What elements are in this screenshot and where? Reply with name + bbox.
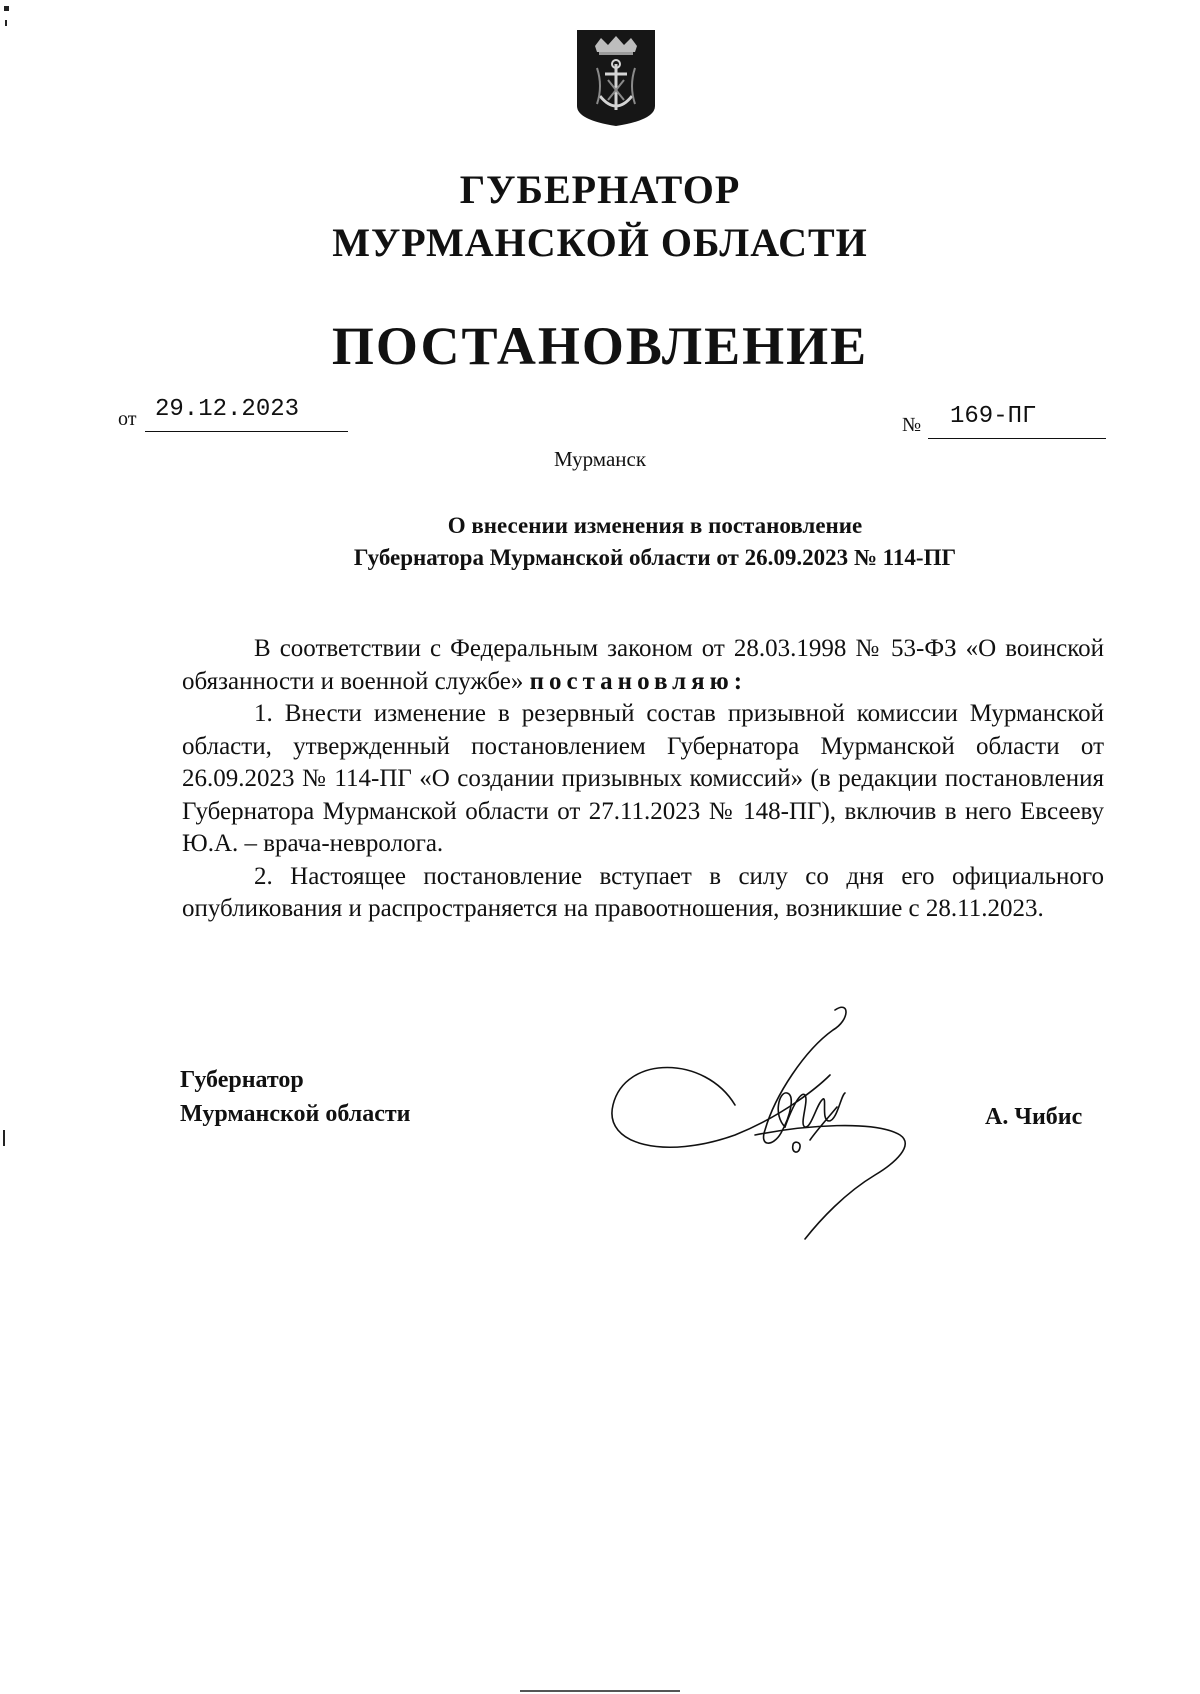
authority-line-1: ГУБЕРНАТОР — [459, 167, 741, 212]
preamble-paragraph — [182, 633, 1104, 698]
number-prefix: № — [902, 414, 922, 436]
document-type: ПОСТАНОВЛЕНИЕ — [331, 316, 869, 376]
document-body — [182, 633, 1104, 926]
scan-mark — [5, 20, 7, 26]
signatory-position-line-1: Губернатор — [180, 1067, 304, 1093]
handwritten-signature — [605, 995, 920, 1240]
item-1: 1. Внести изменение в резервный состав призывной комиссии Мурманской области, утвержденный постановлением Губернатора Мурманской области от 26.09.2023 № 114-ПГ «О создании призывных комиссий» (в редакции постановления Губернатора Мурманской области от 27.11.2023 № 148-ПГ), включив в него Евсееву Ю.А. – врача-невролога. — [182, 700, 1104, 857]
scan-mark — [4, 6, 9, 11]
date-underline — [145, 431, 348, 432]
issue-city: Мурманск — [553, 447, 647, 471]
document-number: 169-ПГ — [950, 403, 1037, 430]
item-2: 2. Настоящее постановление вступает в силу со дня его официального опубликования и распространяется на правоотношения, возникшие с 28.11.2023. — [182, 862, 1104, 922]
coat-of-arms-icon — [575, 28, 657, 128]
scan-mark — [520, 1690, 680, 1692]
title-line-1: О внесении изменения в постановление — [447, 513, 863, 538]
signatory-name: А. Чибис — [985, 1104, 1083, 1130]
scan-mark — [3, 1130, 5, 1146]
document-date: 29.12.2023 — [155, 396, 300, 423]
date-prefix: от — [118, 408, 137, 430]
signatory-position — [180, 1063, 410, 1131]
preamble-text: В соответствии с Федеральным законом от 28.03.1998 № 53-ФЗ «О воинской обязанности и военной службе» — [182, 635, 1104, 695]
authority-line-2: МУРМАНСКОЙ ОБЛАСТИ — [332, 220, 868, 265]
number-underline — [928, 438, 1106, 439]
resolution-keyword: постановляю: — [529, 667, 748, 695]
title-line-2: Губернатора Мурманской области от 26.09.2023 № 114-ПГ — [353, 545, 957, 570]
signatory-position-line-2: Мурманской области — [180, 1101, 411, 1127]
